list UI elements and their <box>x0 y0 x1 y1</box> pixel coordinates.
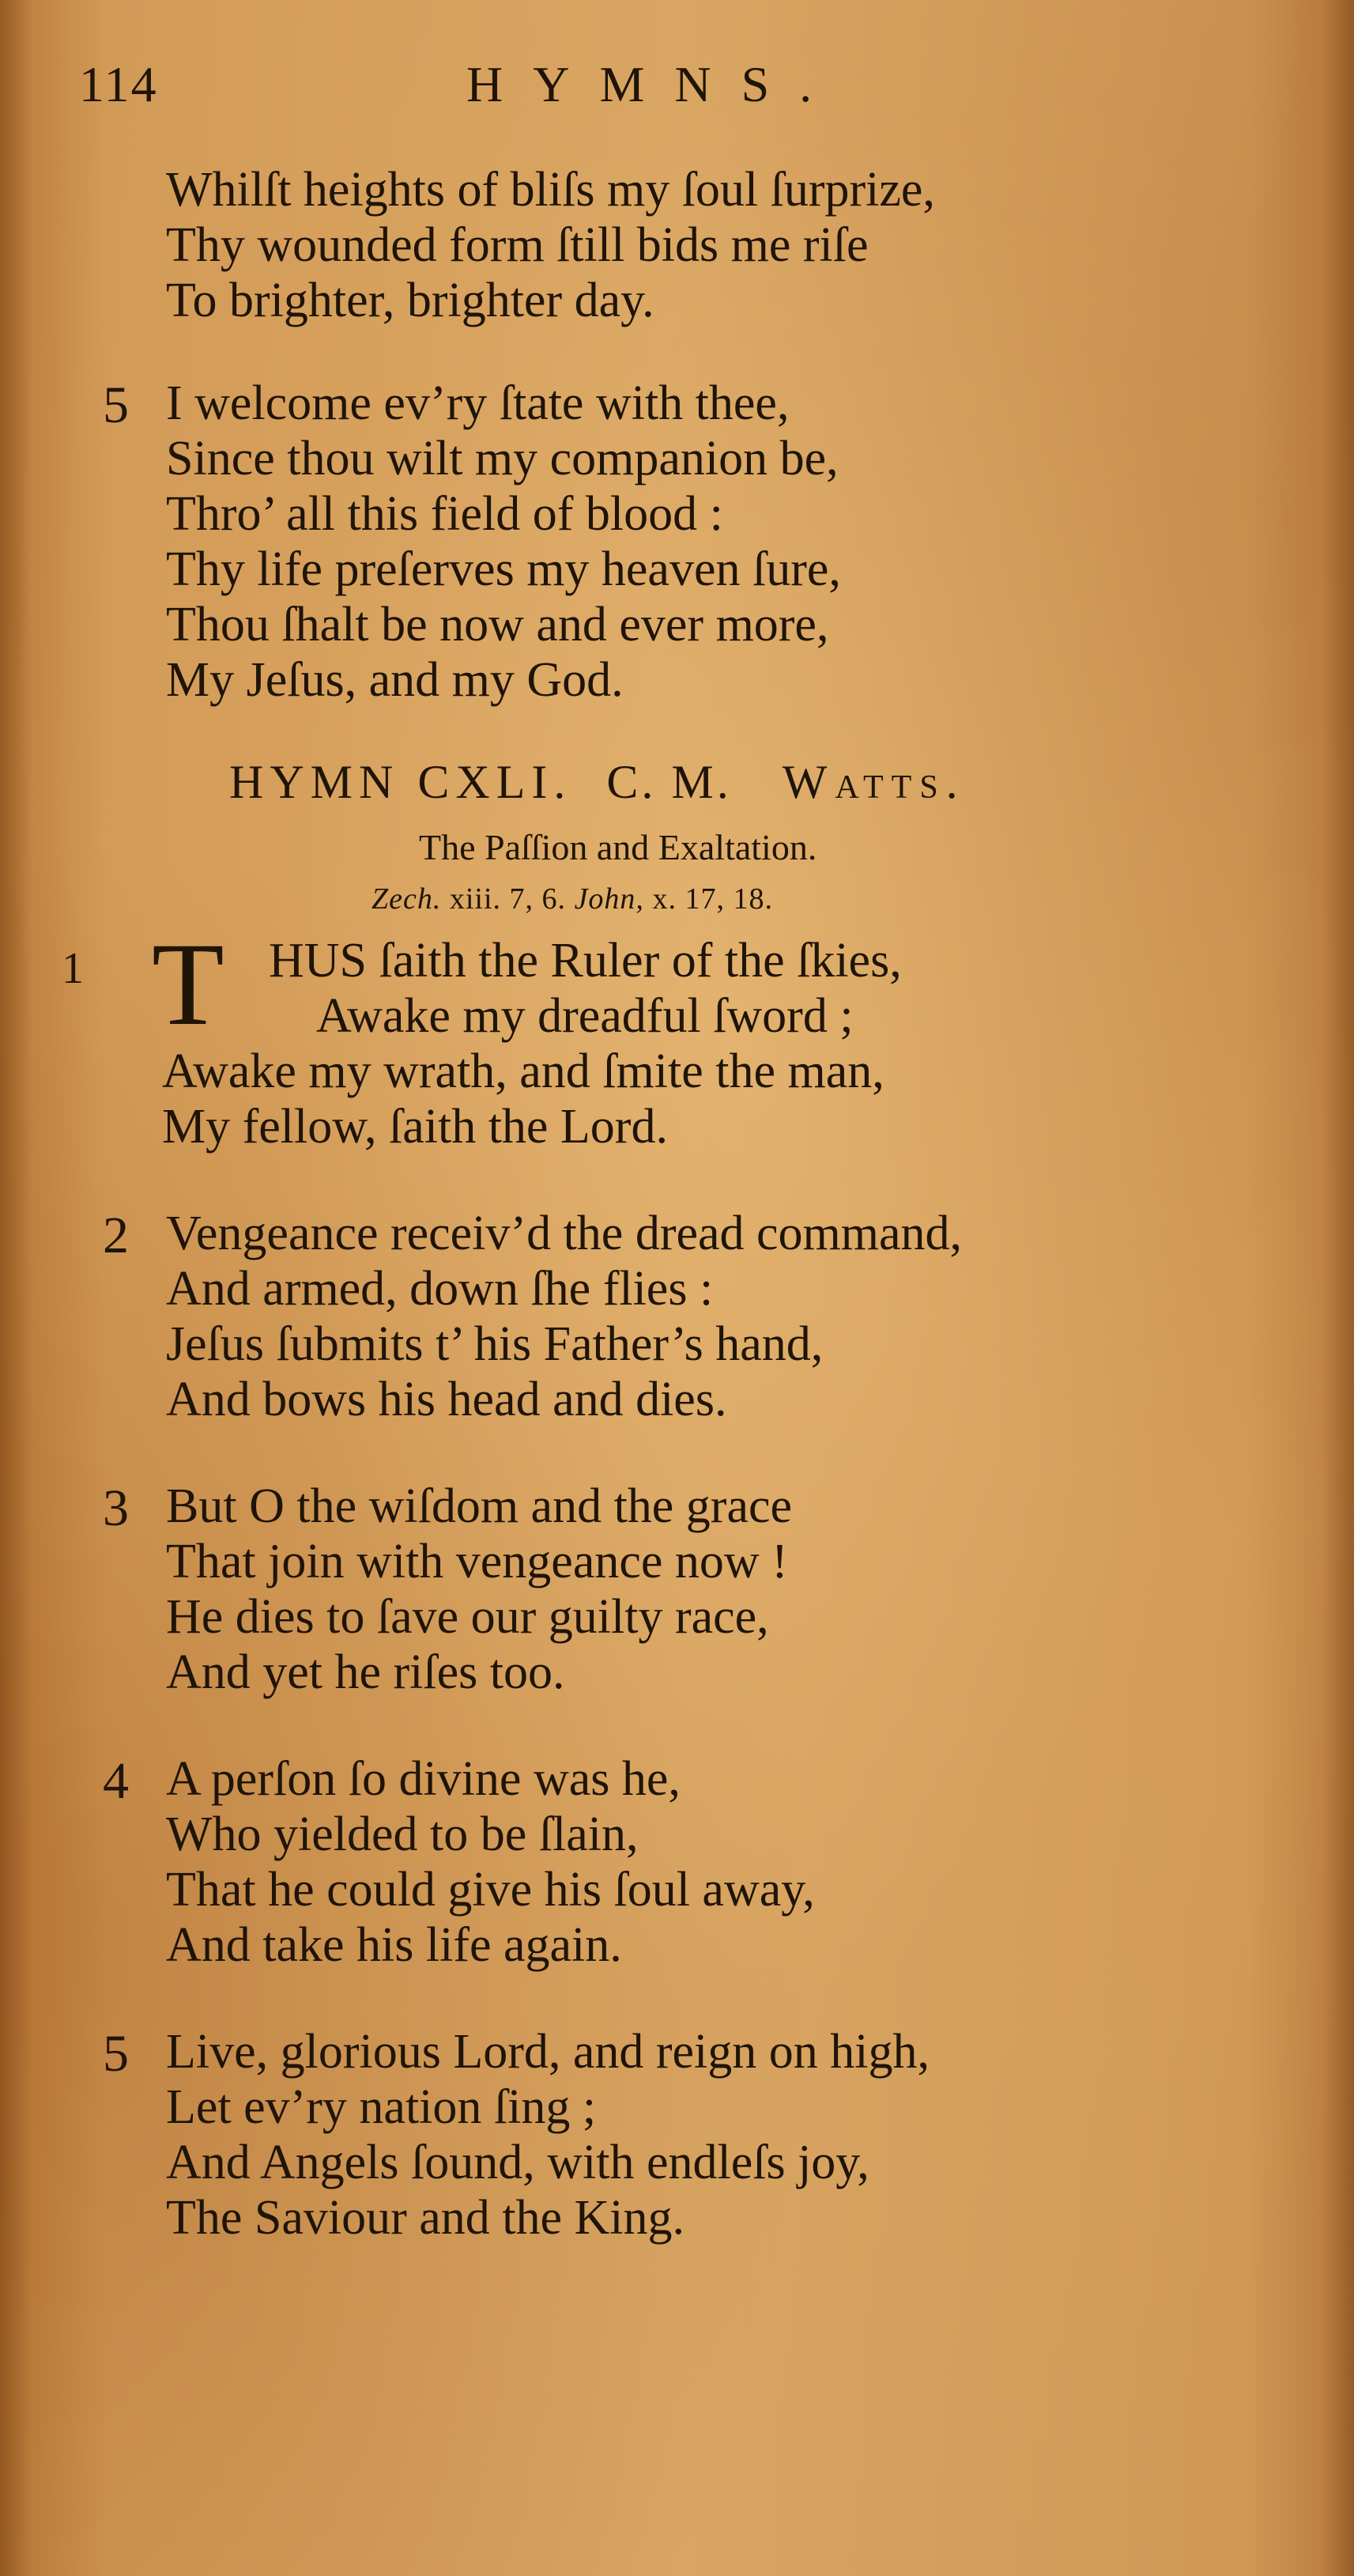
verse-line: And bows his head and dies. <box>166 1373 727 1426</box>
prev-hymn-line: Thy wounded form ſtill bids me riſe <box>166 218 869 272</box>
hymn-subtitle: The Paſſion and Exaltation. <box>419 827 817 867</box>
verse-line: Jeſus ſubmits t’ his Father’s hand, <box>166 1317 824 1371</box>
verse-line: Awake my dreadful ſword ; <box>316 989 854 1043</box>
verse-line: Since thou wilt my companion be, <box>166 432 839 485</box>
verse-line: Thy life preſerves my heaven ſure, <box>166 542 841 596</box>
verse-line: A perſon ſo divine was he, <box>166 1752 681 1806</box>
scripture-book-2: John, <box>574 882 644 916</box>
hymn-heading <box>229 755 966 810</box>
page-number: 114 <box>79 56 158 112</box>
verse-line: Vengeance receiv’d the dread command, <box>166 1207 962 1260</box>
verse-line: And armed, down ſhe flies : <box>166 1262 714 1316</box>
verse-number: 4 <box>103 1752 129 1810</box>
verse-line: That he could give his ſoul away, <box>166 1863 815 1917</box>
verse-number: 3 <box>103 1479 129 1537</box>
scripture-loc-2: x. 17, 18. <box>652 882 773 916</box>
prev-hymn-line: Whilſt heights of bliſs my ſoul ſurprize, <box>166 163 935 217</box>
hymn-meter: C. M. <box>606 756 732 808</box>
scripture-loc-1: xiii. 7, 6. <box>449 882 567 916</box>
hymn-author: Watts. <box>782 756 966 808</box>
verse-number: 5 <box>103 2025 129 2083</box>
hymn-title: HYMN CXLI. <box>229 756 572 808</box>
running-head <box>79 55 996 127</box>
verse-number: 1 <box>62 944 84 993</box>
verse-line: Thro’ all this field of blood : <box>166 487 723 541</box>
verse-line: HUS ſaith the Ruler of the ſkies, <box>269 934 902 988</box>
verse-line: The Saviour and the King. <box>166 2191 685 2245</box>
page-gutter-shadow <box>0 0 32 2576</box>
verse-line: But O the wiſdom and the grace <box>166 1479 793 1533</box>
verse-line: Awake my wrath, and ſmite the man, <box>162 1044 884 1098</box>
verse-line: I welcome ev’ry ſtate with thee, <box>166 376 790 430</box>
prev-hymn-line: To brighter, brighter day. <box>166 274 654 327</box>
verse-line: My Jeſus, and my God. <box>166 653 624 707</box>
page-edge-shadow <box>1322 0 1354 2576</box>
verse-line: And Angels ſound, with endleſs joy, <box>166 2136 869 2189</box>
verse-line: Live, glorious Lord, and reign on high, <box>166 2025 930 2079</box>
verse-line: That join with vengeance now ! <box>166 1535 788 1588</box>
verse-number: 5 <box>103 376 129 434</box>
scripture-book-1: Zech. <box>372 882 442 916</box>
verse-line: Who yielded to be ſlain, <box>166 1807 639 1861</box>
verse-number: 2 <box>103 1207 129 1264</box>
verse-line: He dies to ſave our guilty race, <box>166 1590 769 1644</box>
verse-line: Let ev’ry nation ſing ; <box>166 2080 597 2134</box>
running-title: HYMNS. <box>466 56 843 112</box>
verse-line: And yet he riſes too. <box>166 1645 565 1699</box>
verse-line: My fellow, ſaith the Lord. <box>162 1100 668 1154</box>
verse-line: Thou ſhalt be now and ever more, <box>166 598 829 652</box>
verse-line: And take his life again. <box>166 1918 622 1972</box>
scripture-reference <box>372 882 773 916</box>
drop-cap: T <box>152 919 224 1050</box>
